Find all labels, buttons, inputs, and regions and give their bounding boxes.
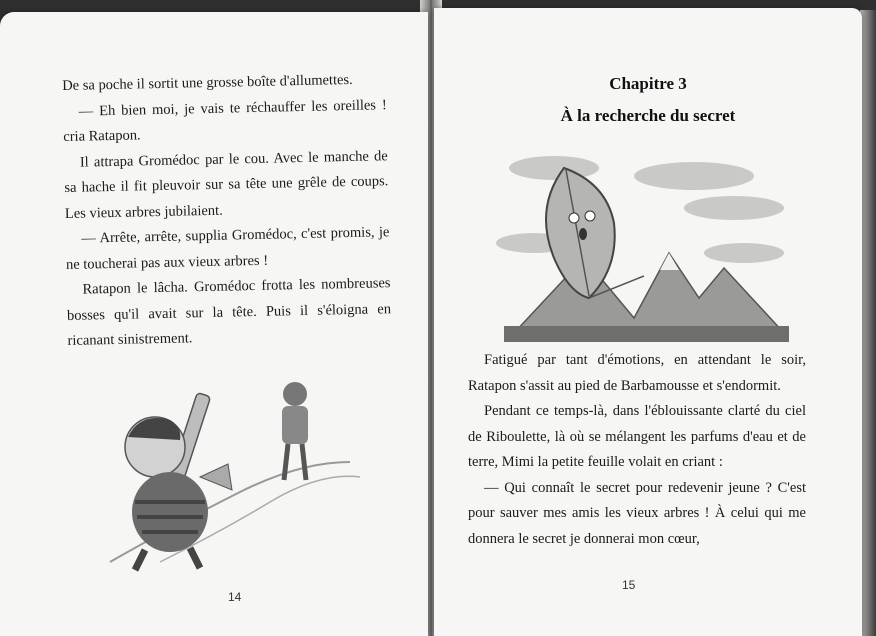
page-number: 14 (228, 590, 242, 604)
mountains (504, 253, 789, 342)
chapter-title: À la recherche du secret (560, 106, 736, 125)
page-edge (860, 10, 876, 636)
chapter-number: Chapitre 3 (609, 74, 687, 93)
ratapon-lumberjack-illustration (100, 372, 370, 572)
paragraph: De sa poche il sortit une grosse boîte d'allumettes. (62, 71, 353, 94)
paragraph: Fatigué par tant d'émotions, en attendant le soir, Ratapon s'assit au pied de Barbamousse et s'endormit. (468, 352, 806, 394)
right-page (434, 8, 862, 636)
gromedoc-figure (282, 382, 308, 480)
mimi-leaf (546, 168, 644, 298)
paragraph: — Arrête, arrête, supplia Gromédoc, c'est promis, je ne toucherai pas aux vieux arbres ! (65, 224, 390, 273)
left-page-text (62, 67, 392, 354)
paragraph: Pendant ce temps-là, dans l'éblouissante clarté du ciel de Riboulette, là où se mélangent les parfums d'eau et de terre, Mimi la petite feuille volait en criant : (468, 403, 806, 470)
left-page (0, 12, 428, 636)
page-number: 15 (622, 578, 636, 592)
clouds (496, 156, 784, 263)
paragraph: Il attrapa Gromédoc par le cou. Avec le manche de sa hache il fit pleuvoir sur sa tête une grêle de coups. Les vieux arbres jubilaient. (64, 147, 389, 222)
right-page-text (468, 348, 806, 552)
mimi-leaf-illustration (494, 148, 794, 348)
paragraph: — Eh bien moi, je vais te réchauffer les oreilles ! cria Ratapon. (63, 96, 387, 145)
paragraph: Ratapon le lâcha. Gromédoc frotta les nombreuses bosses qu'il avait sur la tête. Puis il s'éloigna en ricanant sinistrement. (66, 275, 392, 349)
paragraph: — Qui connaît le secret pour redevenir jeune ? C'est pour sauver mes amis les vieux arbres ! À celui qui me donnera le secret je donnerai mon cœur, (468, 479, 806, 547)
